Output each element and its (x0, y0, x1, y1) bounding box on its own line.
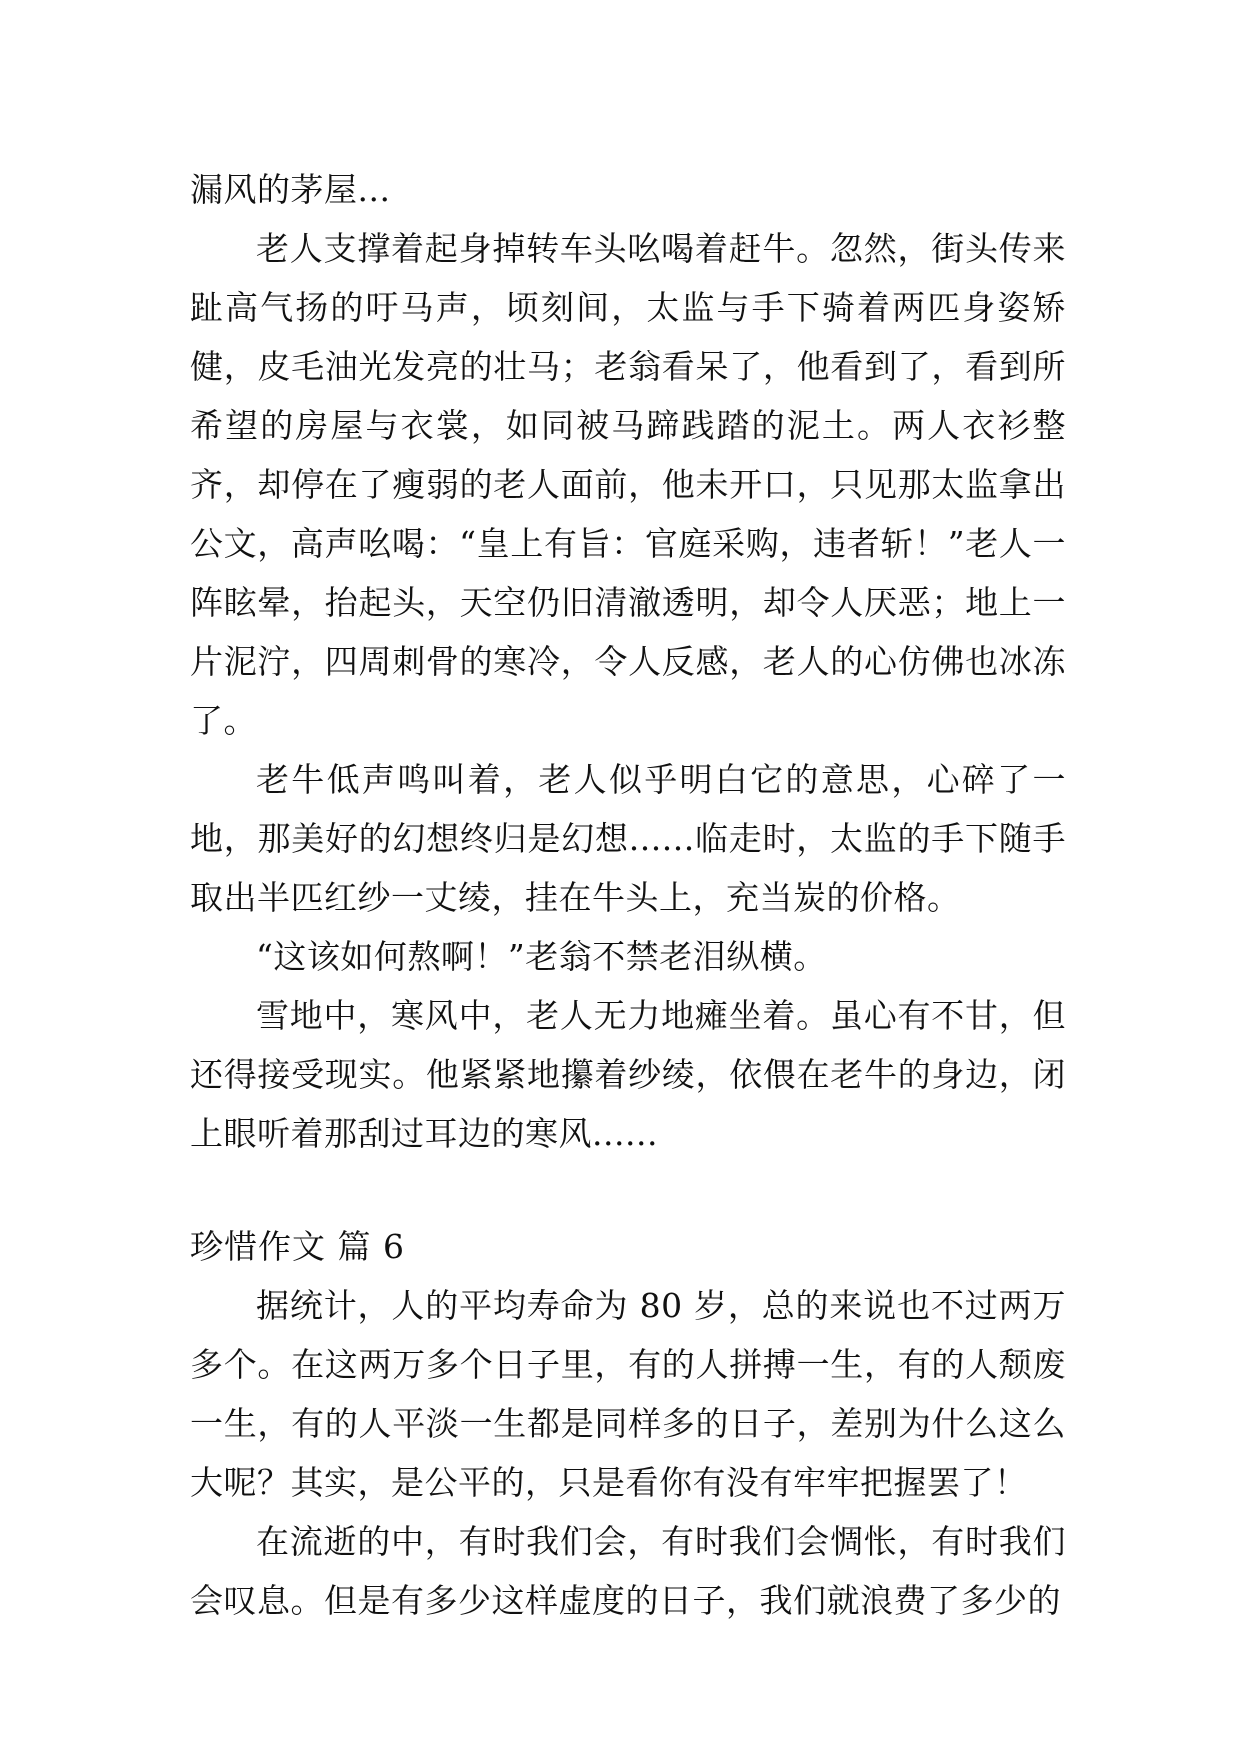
paragraph: 老人支撑着起身掉转车头吆喝着赶牛。忽然，街头传来趾高气扬的吁马声，顷刻间，太监与手下骑着两匹身姿矫健，皮毛油光发亮的壮马；老翁看呆了，他看到了，看到所希望的房屋与衣裳，如同被马蹄践踏的泥土。两人衣衫整齐，却停在了瘦弱的老人面前，他未开口，只见那太监拿出公文，高声吆喝：“皇上有旨：官庭采购，违者斩！”老人一阵眩晕，抬起头，天空仍旧清澈透明，却令人厌恶；地上一片泥泞，四周刺骨的寒冷，令人反感，老人的心仿佛也冰冻了。 (190, 229, 1066, 740)
section-heading: 珍惜作文 篇 6 (190, 1227, 405, 1266)
paragraph: 据统计，人的平均寿命为 80 岁，总的来说也不过两万多个。在这两万多个日子里，有的人拼搏一生，有的人颓废一生，有的人平淡一生都是同样多的日子，差别为什么这么大呢？其实，是公平的，只是看你有没有牢牢把握罢了！ (190, 1286, 1066, 1502)
paragraph: “这该如何熬啊！”老翁不禁老泪纵横。 (256, 937, 827, 976)
document-body (190, 160, 1066, 1630)
paragraph: 老牛低声鸣叫着，老人似乎明白它的意思，心碎了一地，那美好的幻想终归是幻想......临走时，太监的手下随手取出半匹红纱一丈绫，挂在牛头上，充当炭的价格。 (190, 760, 1066, 917)
paragraph: 雪地中，寒风中，老人无力地瘫坐着。虽心有不甘，但还得接受现实。他紧紧地攥着纱绫，依偎在老牛的身边，闭上眼听着那刮过耳边的寒风...... (190, 996, 1066, 1153)
paragraph: 在流逝的中，有时我们会，有时我们会惆怅，有时我们会叹息。但是有多少这样虚度的日子，我们就浪费了多少的 (190, 1522, 1066, 1620)
section-gap (190, 1163, 1066, 1217)
paragraph-continuation: 漏风的茅屋... (190, 170, 391, 209)
